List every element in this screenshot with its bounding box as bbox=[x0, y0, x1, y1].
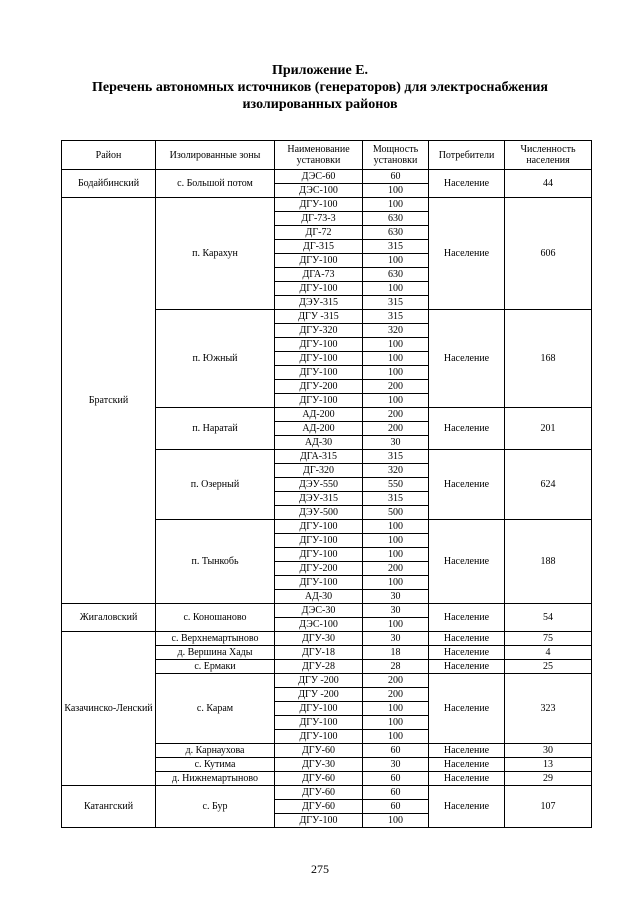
unit-name-cell: ДГУ-60 bbox=[275, 800, 363, 814]
unit-name-cell: ДГУ-100 bbox=[275, 576, 363, 590]
consumer-cell: Население bbox=[429, 772, 505, 786]
appendix-title: Приложение Е. bbox=[271, 63, 369, 78]
population-cell: 44 bbox=[505, 170, 592, 198]
table-row bbox=[62, 604, 592, 618]
consumer-cell: Население bbox=[429, 310, 505, 408]
district-cell: Братский bbox=[62, 198, 156, 604]
unit-name-cell: ДГА-73 bbox=[275, 268, 363, 282]
unit-power-cell: 60 bbox=[363, 786, 429, 800]
zone-cell: с. Ермаки bbox=[156, 660, 275, 674]
unit-name-cell: ДГУ-60 bbox=[275, 786, 363, 800]
unit-power-cell: 200 bbox=[363, 674, 429, 688]
unit-power-cell: 100 bbox=[363, 282, 429, 296]
consumer-cell: Население bbox=[429, 786, 505, 828]
document-title-line-1: Перечень автономных источников (генераторов) для электроснабжения bbox=[91, 80, 548, 95]
unit-name-cell: ДЭС-30 bbox=[275, 604, 363, 618]
unit-power-cell: 200 bbox=[363, 562, 429, 576]
header-district: Район bbox=[62, 141, 156, 170]
consumer-cell: Население bbox=[429, 198, 505, 310]
unit-power-cell: 315 bbox=[363, 450, 429, 464]
unit-name-cell: ДГУ-30 bbox=[275, 758, 363, 772]
unit-name-cell: ДЭС-60 bbox=[275, 170, 363, 184]
unit-power-cell: 320 bbox=[363, 324, 429, 338]
unit-name-cell: АД-30 bbox=[275, 436, 363, 450]
zone-cell: с. Бур bbox=[156, 786, 275, 828]
unit-power-cell: 320 bbox=[363, 464, 429, 478]
unit-name-cell: ДГУ-30 bbox=[275, 632, 363, 646]
unit-name-cell: ДГУ -200 bbox=[275, 688, 363, 702]
unit-power-cell: 60 bbox=[363, 170, 429, 184]
consumer-cell: Население bbox=[429, 744, 505, 758]
population-cell: 75 bbox=[505, 632, 592, 646]
district-cell: Жигаловский bbox=[62, 604, 156, 632]
population-cell: 25 bbox=[505, 660, 592, 674]
unit-name-cell: ДГУ -315 bbox=[275, 310, 363, 324]
unit-power-cell: 100 bbox=[363, 366, 429, 380]
unit-power-cell: 200 bbox=[363, 380, 429, 394]
unit-name-cell: ДЭУ-500 bbox=[275, 506, 363, 520]
unit-name-cell: ДГУ-100 bbox=[275, 730, 363, 744]
population-cell: 606 bbox=[505, 198, 592, 310]
header-power: Мощность установки bbox=[363, 141, 429, 170]
unit-name-cell: ДЭС-100 bbox=[275, 618, 363, 632]
population-cell: 107 bbox=[505, 786, 592, 828]
unit-power-cell: 100 bbox=[363, 730, 429, 744]
population-cell: 168 bbox=[505, 310, 592, 408]
zone-cell: п. Карахун bbox=[156, 198, 275, 310]
table-row bbox=[62, 786, 592, 800]
header-zone: Изолированные зоны bbox=[156, 141, 275, 170]
unit-power-cell: 18 bbox=[363, 646, 429, 660]
consumer-cell: Население bbox=[429, 450, 505, 520]
zone-cell: п. Наратай bbox=[156, 408, 275, 450]
unit-name-cell: АД-30 bbox=[275, 590, 363, 604]
population-cell: 13 bbox=[505, 758, 592, 772]
population-cell: 30 bbox=[505, 744, 592, 758]
unit-name-cell: ДГУ-60 bbox=[275, 744, 363, 758]
unit-power-cell: 315 bbox=[363, 492, 429, 506]
zone-cell: с. Кутима bbox=[156, 758, 275, 772]
unit-power-cell: 30 bbox=[363, 632, 429, 646]
document-title-line-2: изолированных районов bbox=[242, 97, 398, 112]
zone-cell: д. Вершина Хады bbox=[156, 646, 275, 660]
unit-name-cell: ДГУ-100 bbox=[275, 352, 363, 366]
unit-name-cell: ДЭУ-315 bbox=[275, 296, 363, 310]
consumer-cell: Население bbox=[429, 170, 505, 198]
unit-name-cell: ДГУ-100 bbox=[275, 716, 363, 730]
unit-name-cell: ДГУ-200 bbox=[275, 562, 363, 576]
consumer-cell: Население bbox=[429, 632, 505, 646]
zone-cell: п. Тынкобь bbox=[156, 520, 275, 604]
unit-name-cell: ДГУ-100 bbox=[275, 534, 363, 548]
population-cell: 4 bbox=[505, 646, 592, 660]
population-cell: 188 bbox=[505, 520, 592, 604]
consumer-cell: Население bbox=[429, 758, 505, 772]
unit-power-cell: 100 bbox=[363, 702, 429, 716]
unit-name-cell: ДЭС-100 bbox=[275, 184, 363, 198]
unit-power-cell: 100 bbox=[363, 716, 429, 730]
table-row bbox=[62, 198, 592, 212]
unit-power-cell: 30 bbox=[363, 758, 429, 772]
unit-name-cell: ДГУ-28 bbox=[275, 660, 363, 674]
zone-cell: с. Карам bbox=[156, 674, 275, 744]
header-consumer: Потребители bbox=[429, 141, 505, 170]
population-cell: 201 bbox=[505, 408, 592, 450]
consumer-cell: Население bbox=[429, 646, 505, 660]
unit-power-cell: 100 bbox=[363, 576, 429, 590]
unit-name-cell: ДГУ-200 bbox=[275, 380, 363, 394]
consumer-cell: Население bbox=[429, 604, 505, 632]
consumer-cell: Население bbox=[429, 674, 505, 744]
unit-power-cell: 28 bbox=[363, 660, 429, 674]
consumer-cell: Население bbox=[429, 408, 505, 450]
unit-name-cell: ДЭУ-550 bbox=[275, 478, 363, 492]
unit-power-cell: 630 bbox=[363, 268, 429, 282]
unit-name-cell: ДГУ-100 bbox=[275, 520, 363, 534]
unit-power-cell: 100 bbox=[363, 534, 429, 548]
unit-name-cell: ДГУ-100 bbox=[275, 548, 363, 562]
unit-name-cell: ДГУ-100 bbox=[275, 394, 363, 408]
unit-name-cell: ДГУ-100 bbox=[275, 814, 363, 828]
unit-power-cell: 315 bbox=[363, 310, 429, 324]
zone-cell: с. Большой потом bbox=[156, 170, 275, 198]
unit-name-cell: ДГУ-100 bbox=[275, 198, 363, 212]
unit-name-cell: ДГУ-100 bbox=[275, 254, 363, 268]
table-header-row bbox=[62, 141, 592, 170]
unit-power-cell: 100 bbox=[363, 814, 429, 828]
zone-cell: с. Коношаново bbox=[156, 604, 275, 632]
unit-power-cell: 500 bbox=[363, 506, 429, 520]
unit-name-cell: ДГУ-320 bbox=[275, 324, 363, 338]
unit-power-cell: 100 bbox=[363, 198, 429, 212]
district-cell: Бодайбинский bbox=[62, 170, 156, 198]
zone-cell: д. Карнаухова bbox=[156, 744, 275, 758]
unit-power-cell: 60 bbox=[363, 744, 429, 758]
unit-name-cell: ДГ-72 bbox=[275, 226, 363, 240]
unit-name-cell: ДЭУ-315 bbox=[275, 492, 363, 506]
header-unit: Наименование установки bbox=[275, 141, 363, 170]
unit-power-cell: 315 bbox=[363, 240, 429, 254]
unit-power-cell: 100 bbox=[363, 352, 429, 366]
unit-power-cell: 100 bbox=[363, 184, 429, 198]
unit-name-cell: ДГ-320 bbox=[275, 464, 363, 478]
zone-cell: п. Южный bbox=[156, 310, 275, 408]
unit-name-cell: ДГУ -200 bbox=[275, 674, 363, 688]
unit-power-cell: 315 bbox=[363, 296, 429, 310]
unit-power-cell: 100 bbox=[363, 254, 429, 268]
unit-power-cell: 100 bbox=[363, 394, 429, 408]
unit-power-cell: 100 bbox=[363, 618, 429, 632]
header-population: Численность населения bbox=[505, 141, 592, 170]
unit-power-cell: 550 bbox=[363, 478, 429, 492]
unit-name-cell: ДГУ-100 bbox=[275, 366, 363, 380]
unit-power-cell: 30 bbox=[363, 436, 429, 450]
unit-name-cell: АД-200 bbox=[275, 422, 363, 436]
zone-cell: с. Верхнемартыново bbox=[156, 632, 275, 646]
unit-power-cell: 630 bbox=[363, 212, 429, 226]
unit-name-cell: ДГУ-100 bbox=[275, 702, 363, 716]
consumer-cell: Население bbox=[429, 660, 505, 674]
table-row bbox=[62, 170, 592, 184]
unit-power-cell: 100 bbox=[363, 548, 429, 562]
unit-power-cell: 30 bbox=[363, 590, 429, 604]
unit-power-cell: 200 bbox=[363, 688, 429, 702]
population-cell: 624 bbox=[505, 450, 592, 520]
population-cell: 54 bbox=[505, 604, 592, 632]
unit-name-cell: ДГ-315 bbox=[275, 240, 363, 254]
unit-name-cell: ДГУ-60 bbox=[275, 772, 363, 786]
unit-power-cell: 630 bbox=[363, 226, 429, 240]
page-number: 275 bbox=[311, 862, 329, 876]
unit-power-cell: 200 bbox=[363, 408, 429, 422]
table-body bbox=[62, 170, 592, 828]
generators-table bbox=[61, 140, 592, 828]
unit-power-cell: 100 bbox=[363, 338, 429, 352]
unit-name-cell: ДГУ-100 bbox=[275, 282, 363, 296]
zone-cell: д. Нижнемартыново bbox=[156, 772, 275, 786]
unit-power-cell: 60 bbox=[363, 800, 429, 814]
table-row bbox=[62, 632, 592, 646]
unit-name-cell: ДГУ-100 bbox=[275, 338, 363, 352]
population-cell: 323 bbox=[505, 674, 592, 744]
zone-cell: п. Озерный bbox=[156, 450, 275, 520]
district-cell: Катангский bbox=[62, 786, 156, 828]
district-cell: Казачинско-Ленский bbox=[62, 632, 156, 786]
unit-power-cell: 60 bbox=[363, 772, 429, 786]
unit-power-cell: 200 bbox=[363, 422, 429, 436]
unit-power-cell: 100 bbox=[363, 520, 429, 534]
unit-name-cell: ДГ-73-3 bbox=[275, 212, 363, 226]
unit-power-cell: 30 bbox=[363, 604, 429, 618]
consumer-cell: Население bbox=[429, 520, 505, 604]
population-cell: 29 bbox=[505, 772, 592, 786]
unit-name-cell: ДГУ-18 bbox=[275, 646, 363, 660]
unit-name-cell: ДГА-315 bbox=[275, 450, 363, 464]
unit-name-cell: АД-200 bbox=[275, 408, 363, 422]
